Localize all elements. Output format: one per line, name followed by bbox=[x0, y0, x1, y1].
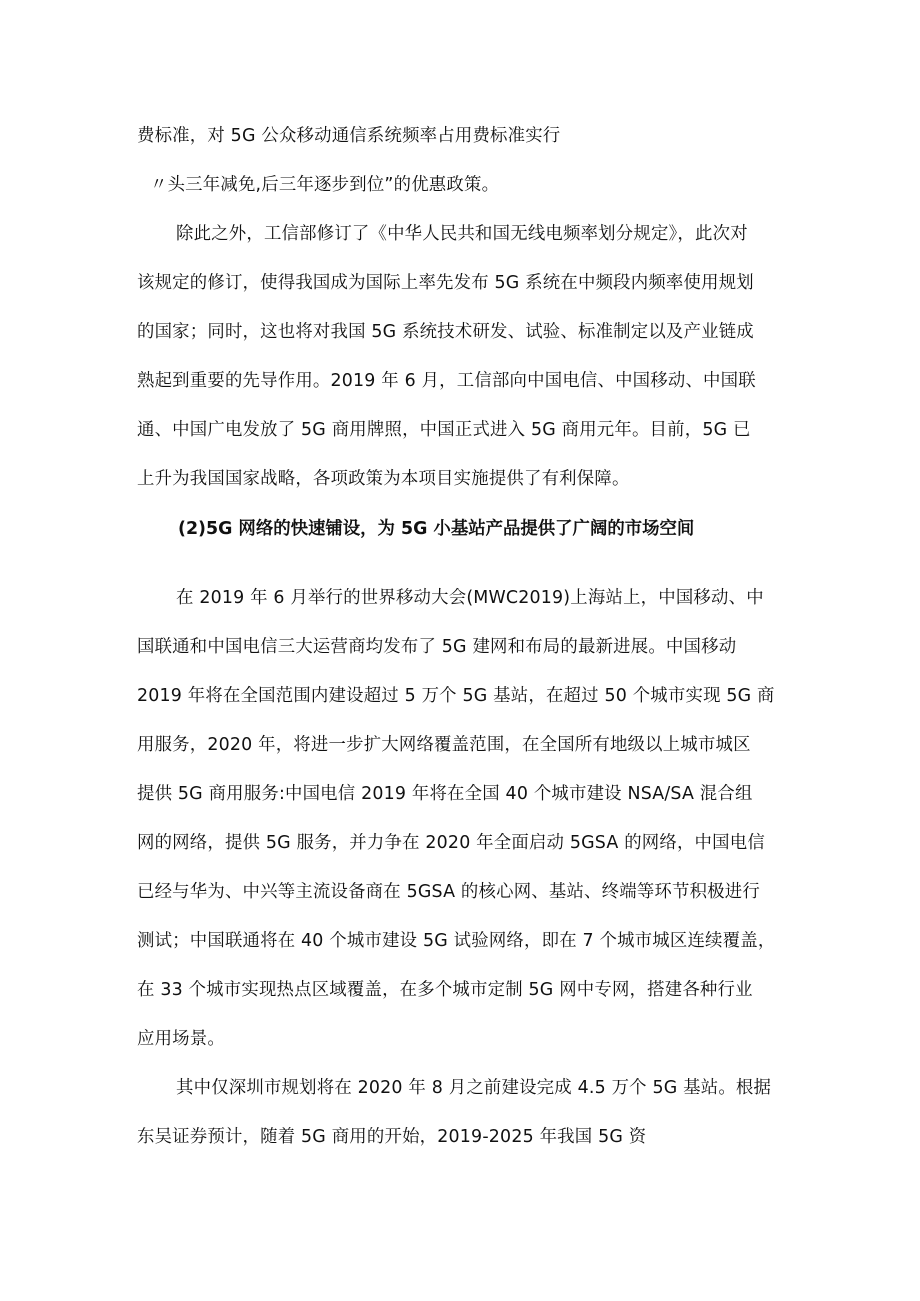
text-line: 网的网络，提供 5G 服务，并力争在 2020 年全面启动 5GSA 的网络，中国电信 bbox=[137, 833, 765, 853]
paragraph-start-line: 在 2019 年 6 月举行的世界移动大会(MWC2019)上海站上，中国移动、中 bbox=[176, 588, 764, 608]
text-line: 提供 5G 商用服务:中国电信 2019 年将在全国 40 个城市建设 NSA/SA 混合组 bbox=[137, 784, 753, 804]
text-line: 上升为我国国家战略，各项政策为本项目实施提供了有利保障。 bbox=[137, 469, 630, 489]
text-line: 已经与华为、中兴等主流设备商在 5GSA 的核心网、基站、终端等环节积极进行 bbox=[137, 882, 760, 902]
text-line: 该规定的修订，使得我国成为国际上率先发布 5G 系统在中频段内频率使用规划 bbox=[137, 273, 754, 293]
text-line: 通、中国广电发放了 5G 商用牌照，中国正式进入 5G 商用元年。目前，5G 已 bbox=[137, 420, 751, 440]
text-line: 应用场景。 bbox=[137, 1029, 225, 1049]
section-heading: (2)5G 网络的快速铺设，为 5G 小基站产品提供了广阔的市场空间 bbox=[178, 519, 695, 539]
text-line: 2019 年将在全国范围内建设超过 5 万个 5G 基站，在超过 50 个城市实现 5G 商 bbox=[137, 686, 775, 706]
text-line: 测试；中国联通将在 40 个城市建设 5G 试验网络，即在 7 个城市城区连续覆盖， bbox=[137, 931, 776, 951]
text-line: 在 33 个城市实现热点区域覆盖，在多个城市定制 5G 网中专网，搭建各种行业 bbox=[137, 980, 753, 1000]
text-line: 东吴证券预计，随着 5G 商用的开始，2019-2025 年我国 5G 资 bbox=[137, 1127, 647, 1147]
paragraph-start-line: 其中仅深圳市规划将在 2020 年 8 月之前建设完成 4.5 万个 5G 基站。根据 bbox=[176, 1078, 772, 1098]
text-line: 用服务，2020 年，将进一步扩大网络覆盖范围，在全国所有地级以上城市城区 bbox=[137, 735, 751, 755]
text-line: 熟起到重要的先导作用。2019 年 6 月，工信部向中国电信、中国移动、中国联 bbox=[137, 371, 756, 391]
paragraph-start-line: 除此之外，工信部修订了《中华人民共和国无线电频率划分规定》，此次对 bbox=[176, 224, 748, 244]
text-line: 国联通和中国电信三大运营商均发布了 5G 建网和布局的最新进展。中国移动 bbox=[137, 637, 737, 657]
text-line: 〃头三年减免,后三年逐步到位”的优惠政策。 bbox=[150, 175, 500, 195]
text-line: 费标准，对 5G 公众移动通信系统频率占用费标准实行 bbox=[137, 126, 561, 146]
text-line: 的国家；同时，这也将对我国 5G 系统技术研发、试验、标准制定以及产业链成 bbox=[137, 322, 754, 342]
